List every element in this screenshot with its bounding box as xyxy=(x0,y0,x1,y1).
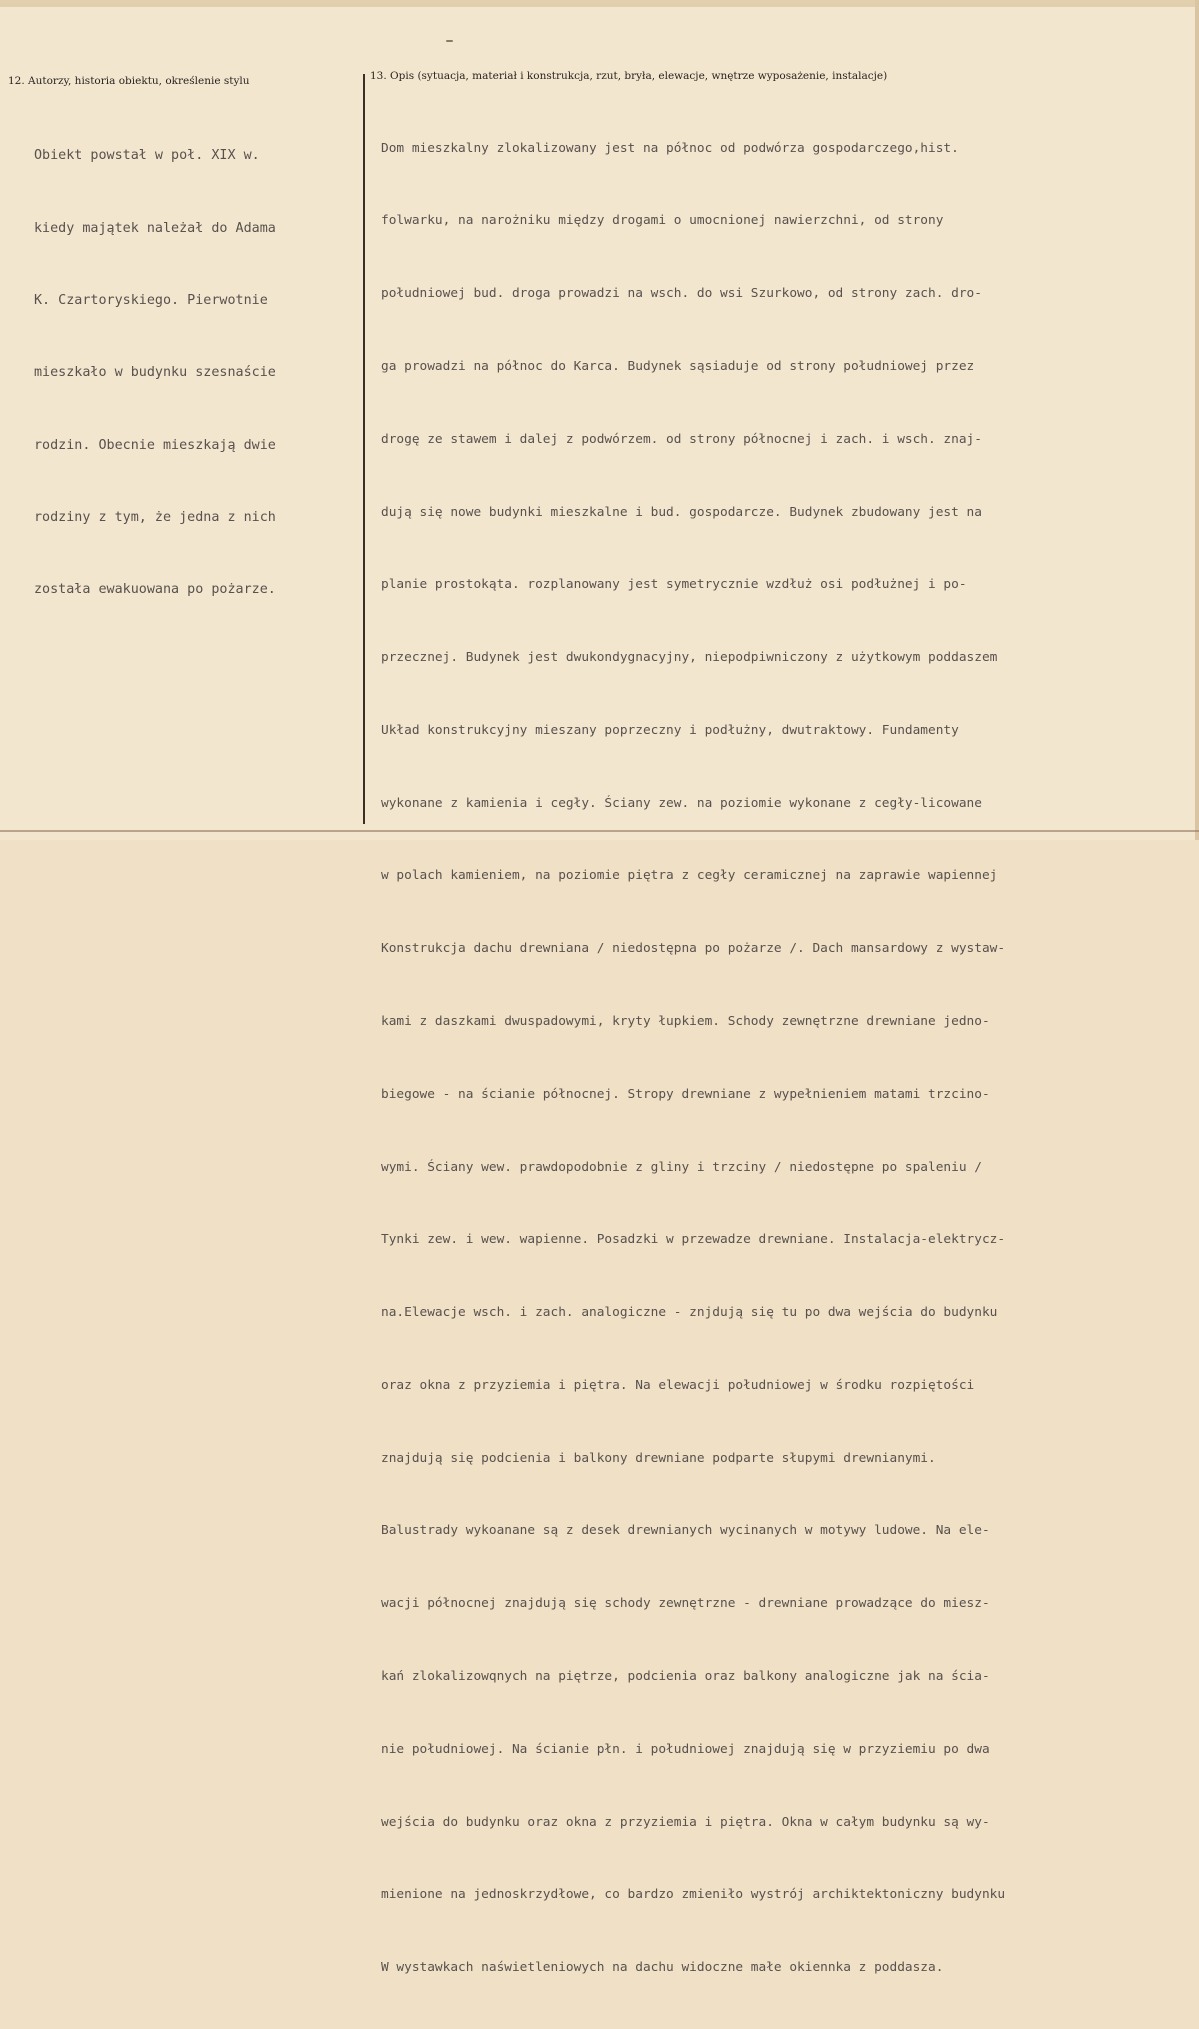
section-12-line: rodzin. Obecnie mieszkają dwie xyxy=(34,437,276,453)
section-13-title: 13. Opis (sytuacja, materiał i konstrukcja, rzut, bryła, elewacje, wnętrze wyposażenie, instalacje) xyxy=(370,70,888,82)
section-13-line: kami z daszkami dwuspadowymi, kryty łupkiem. Schody zewnętrzne drewniane jedno- xyxy=(381,1013,990,1029)
section-13-line: przecznej. Budynek jest dwukondygnacyjny, niepodpiwniczony z użytkowym poddaszem xyxy=(381,650,998,666)
section-13-line: biegowe - na ścianie północnej. Stropy drewniane z wypełnieniem matami trzcino- xyxy=(381,1086,990,1102)
section-13-text xyxy=(381,88,1005,2029)
section-13-line: na.Elewacje wsch. i zach. analogiczne - znjdują się tu po dwa wejścia do budynku xyxy=(381,1305,998,1321)
section-13-line: południowej bud. droga prowadzi na wsch. do wsi Szurkowo, od strony zach. dro- xyxy=(381,286,982,302)
section-13-line: wykonane z kamienia i cegły. Ściany zew. na poziomie wykonane z cegły-licowane xyxy=(381,795,982,811)
section-12-line: kiedy majątek należał do Adama xyxy=(34,220,276,236)
section-13-line: nie południowej. Na ścianie płn. i południowej znajdują się w przyziemiu po dwa xyxy=(381,1741,990,1757)
section-13-line: folwarku, na narożniku między drogami o umocnionej nawierzchni, od strony xyxy=(381,213,944,229)
section-13-line: wejścia do budynku oraz okna z przyziemia i piętra. Okna w całym budynku są wy- xyxy=(381,1814,990,1830)
section-13-line: wacji północnej znajdują się schody zewnętrzne - drewniane prowadzące do miesz- xyxy=(381,1596,990,1612)
section-13-line: w polach kamieniem, na poziomie piętra z cegły ceramicznej na zaprawie wapiennej xyxy=(381,868,998,884)
section-13-line: Układ konstrukcyjny mieszany poprzeczny i podłużny, dwutraktowy. Fundamenty xyxy=(381,722,959,738)
section-13-line: oraz okna z przyziemia i piętra. Na elewacji południowej w środku rozpiętości xyxy=(381,1377,975,1393)
section-12-line: Obiekt powstał w poł. XIX w. xyxy=(34,148,260,164)
section-13-line: dują się nowe budynki mieszkalne i bud. gospodarcze. Budynek zbudowany jest na xyxy=(381,504,982,520)
section-13-line: drogę ze stawem i dalej z podwórzem. od strony północnej i zach. i wsch. znaj- xyxy=(381,431,982,447)
card-right-edge xyxy=(1195,0,1199,840)
section-13-line: W wystawkach naświetleniowych na dachu widoczne małe okiennka z poddasza. xyxy=(381,1960,944,1976)
column-divider xyxy=(363,74,365,824)
section-12-title: 12. Autorzy, historia obiektu, określenie stylu xyxy=(8,75,250,87)
punch-mark xyxy=(446,40,453,42)
card-top-edge xyxy=(0,0,1199,7)
section-12-text xyxy=(34,96,276,651)
section-13-line: ga prowadzi na północ do Karca. Budynek sąsiaduje od strony południowej przez xyxy=(381,358,975,374)
section-12-line: rodziny z tym, że jedna z nich xyxy=(34,510,276,526)
section-13-line: znajdują się podcienia i balkony drewniane podparte słupymi drewnianymi. xyxy=(381,1450,936,1466)
section-12-line: mieszkało w budynku szesnaście xyxy=(34,365,276,381)
section-13-line: wymi. Ściany wew. prawdopodobnie z gliny i trzciny / niedostępne po spaleniu / xyxy=(381,1159,982,1175)
section-13-line: Tynki zew. i wew. wapienne. Posadzki w przewadze drewniane. Instalacja-elektrycz- xyxy=(381,1232,1006,1248)
section-12-line: K. Czartoryskiego. Pierwotnie xyxy=(34,292,268,308)
section-13-line: kań zlokalizowqnych na piętrze, podcienia oraz balkony analogiczne jak na ścia- xyxy=(381,1669,990,1684)
section-12-line: została ewakuowana po pożarze. xyxy=(34,582,276,598)
section-13-line: mienione na jednoskrzydłowe, co bardzo zmieniło wystrój archiktektoniczny budynku xyxy=(381,1887,1006,1903)
section-13-line: Dom mieszkalny zlokalizowany jest na północ od podwórza gospodarczego,hist. xyxy=(381,140,959,156)
section-13-line: Konstrukcja dachu drewniana / niedostępna po pożarze /. Dach mansardowy z wystaw- xyxy=(381,941,1006,957)
section-13-line: Balustrady wykoanane są z desek drewnianych wycinanych w motywy ludowe. Na ele- xyxy=(381,1523,990,1539)
section-13-line: planie prostokąta. rozplanowany jest symetrycznie wzdłuż osi podłużnej i po- xyxy=(381,577,967,593)
